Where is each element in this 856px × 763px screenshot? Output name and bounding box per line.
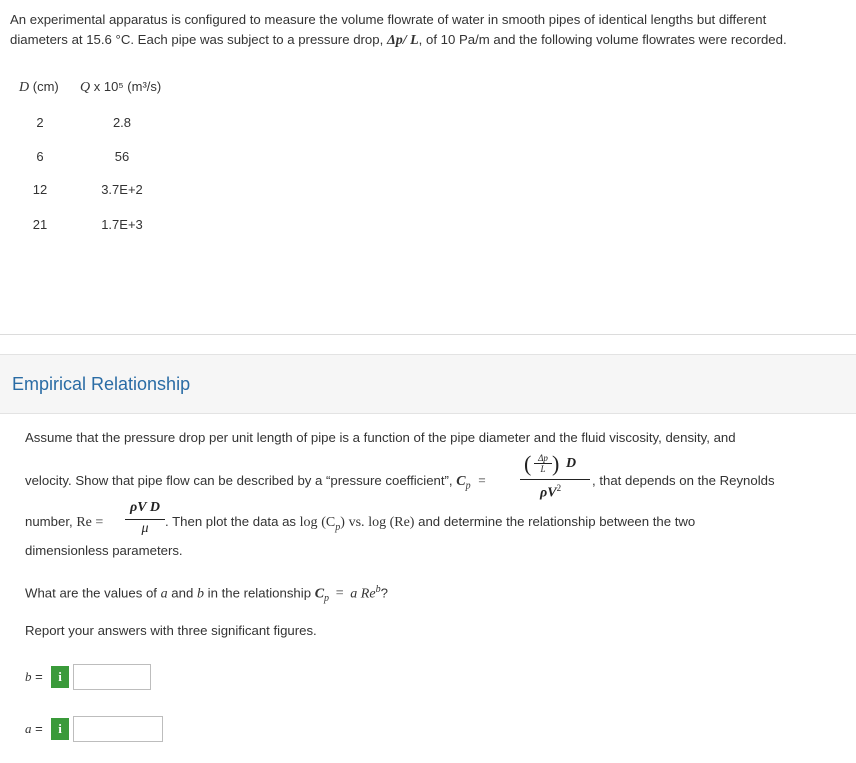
question-line-6: Report your answers with three significant figures.: [25, 623, 317, 638]
table-header-flowrate: Q x 10⁵ (m³/s): [80, 79, 162, 95]
table-cell-d-3: 12: [32, 182, 48, 197]
section-divider: [0, 334, 856, 335]
pressure-drop-symbol: Δp/ L: [386, 33, 419, 48]
table-cell-q-1: 2.8: [112, 115, 132, 130]
question-line-5: What are the values of a and b in the relationship $C_p = a$ Re$^b$?: [25, 584, 388, 605]
answer-row-b: [25, 662, 151, 692]
a-value-input[interactable]: [73, 716, 163, 742]
answer-row-a: [25, 714, 163, 744]
question-line-3-start: number, Re =: [25, 514, 104, 530]
table-cell-d-2: 6: [36, 149, 44, 164]
pressure-coefficient-fraction: ( Δp L ) D $\rho V^2$: [520, 450, 590, 506]
answer-label-b: b =: [25, 669, 43, 684]
question-line-4: dimensionless parameters.: [25, 543, 183, 558]
b-value-input[interactable]: [73, 664, 151, 690]
intro-line-1: An experimental apparatus is configured to measure the volume flowrate of water in smooth pipes of identical lengths but different: [10, 12, 767, 27]
section-header: [0, 354, 856, 414]
info-icon[interactable]: i: [51, 718, 69, 740]
question-line-2: velocity. Show that pipe flow can be described by a “pressure coefficient”, $C_p$ =: [25, 473, 486, 492]
question-line-3-end: . Then plot the data as $\log (C_p)$ vs. log (Re) and determine the relationship between the two: [165, 514, 696, 533]
table-cell-d-1: 2: [36, 115, 44, 130]
section-title: Empirical Relationship: [12, 374, 191, 394]
question-line-1: Assume that the pressure drop per unit length of pipe is a function of the pipe diameter and the fluid viscosity, density, and: [25, 430, 736, 445]
table-cell-q-2: 56: [114, 149, 130, 164]
table-cell-q-3: 3.7E+2: [101, 182, 143, 197]
question-line-2-end: , that depends on the Reynolds: [592, 473, 775, 488]
table-cell-d-4: 21: [32, 217, 48, 232]
problem-intro: [10, 10, 846, 51]
intro-line-2: diameters at 15.6 °C. Each pipe was subject to a pressure drop, Δp/ L, of 10 Pa/m and the following volume flowrates were recorded.: [10, 32, 787, 48]
answer-label-a: a =: [25, 721, 43, 736]
reynolds-fraction: ρV D μ: [123, 500, 167, 540]
table-header-diameter: D (cm): [19, 79, 59, 95]
table-cell-q-4: 1.7E+3: [101, 217, 143, 232]
info-icon[interactable]: i: [51, 666, 69, 688]
